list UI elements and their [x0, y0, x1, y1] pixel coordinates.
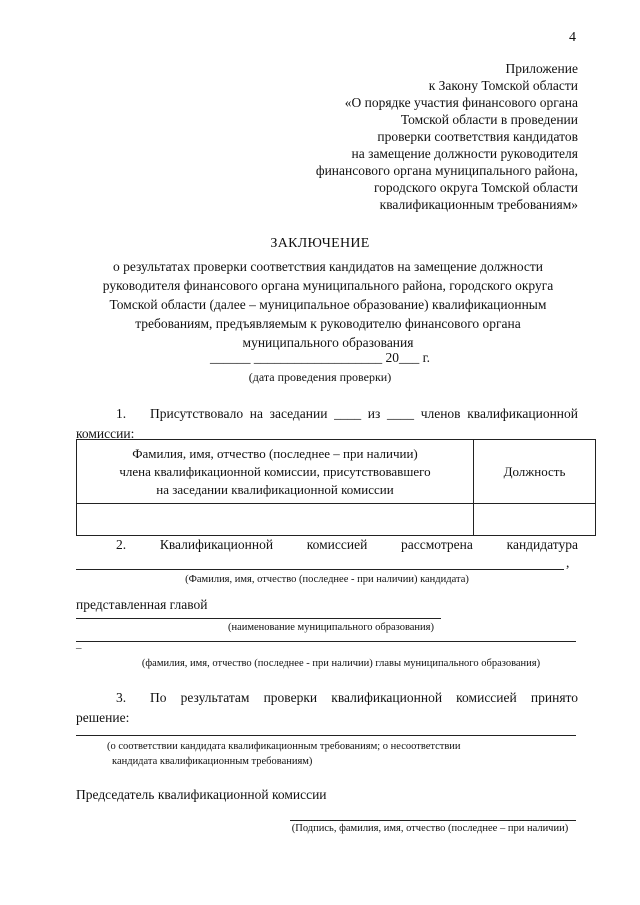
section-3-number: 3. — [116, 690, 127, 705]
municipality-caption: (наименование муниципального образования) — [227, 622, 435, 633]
comma: , — [566, 555, 570, 570]
presented-by-label: представленная главой — [76, 597, 208, 612]
table-header-position: Должность — [474, 440, 596, 504]
appendix-line: финансового органа муниципального района, — [315, 163, 578, 178]
signature-caption: (Подпись, фамилия, имя, отчество (последнее – при наличии) — [291, 823, 569, 834]
header-text: на заседании квалификационной комиссии — [156, 481, 394, 497]
section-1 — [76, 404, 578, 444]
candidate-name-field[interactable] — [76, 569, 564, 570]
municipality-field[interactable] — [76, 618, 441, 619]
subtitle-line: муниципального образования — [242, 335, 414, 350]
commission-members-table — [76, 439, 596, 536]
section-2-word: комиссией — [306, 537, 368, 552]
appendix-line: к Закону Томской области — [428, 78, 578, 93]
candidate-caption: (Фамилия, имя, отчество (последнее - при наличии) кандидата) — [185, 574, 469, 585]
section-2-line — [76, 537, 578, 553]
chairman-label: Председатель квалификационной комиссии — [76, 787, 327, 802]
appendix-line: квалификационным требованиям» — [379, 197, 578, 212]
page-number: 4 — [569, 30, 576, 45]
subtitle-line: о результатах проверки соответствия кандидатов на замещение должности — [112, 259, 544, 274]
table-row — [77, 504, 596, 536]
section-3-text-cont: решение: — [76, 710, 130, 725]
appendix-header — [316, 60, 578, 213]
table-header-fio — [77, 440, 474, 504]
table-cell-fio[interactable] — [77, 504, 474, 536]
head-caption: (фамилия, имя, отчество (последнее - при наличии) главы муниципального образования) — [141, 658, 541, 669]
section-2-word: Квалификационной — [159, 537, 274, 552]
decision-caption-2: кандидата квалификационным требованиям) — [112, 756, 313, 767]
section-2-word: кандидатура — [506, 537, 578, 552]
section-3-text: По результатам проверки квалификационной комиссией принято — [150, 690, 578, 705]
appendix-line: Приложение — [505, 61, 578, 76]
appendix-line: Томской области в проведении — [400, 112, 578, 127]
head-name-field[interactable] — [76, 641, 576, 642]
table-cell-position[interactable] — [474, 504, 596, 536]
date-field[interactable]: ______ ___________________ 20___ г. — [209, 350, 430, 365]
section-1-text-cont: комиссии: — [76, 426, 135, 441]
subtitle-line: Томской области (далее – муниципальное образование) квалификационным — [109, 297, 547, 312]
date-caption: (дата проведения проверки) — [248, 370, 392, 384]
header-text: Фамилия, имя, отчество (последнее – при наличии) — [132, 445, 418, 461]
appendix-line: на замещение должности руководителя — [351, 146, 578, 161]
document-title: ЗАКЛЮЧЕНИЕ — [270, 236, 370, 251]
appendix-line: городского округа Томской области — [373, 180, 578, 195]
dash: – — [76, 642, 82, 654]
section-1-text: Присутствовало на заседании ____ из ____ членов квалификационной — [150, 406, 578, 421]
subtitle-line: требованиям, предъявляемым к руководителю финансового органа — [135, 316, 521, 331]
section-1-number: 1. — [116, 406, 127, 421]
section-2-word: рассмотрена — [401, 537, 473, 552]
subtitle-line: руководителя финансового органа муниципального района, городского округа — [102, 278, 554, 293]
decision-field[interactable] — [76, 735, 576, 736]
appendix-line: «О порядке участия финансового органа — [344, 95, 578, 110]
section-2-number: 2. — [116, 537, 127, 552]
decision-caption-1: (о соответствии кандидата квалификационным требованиям; о несоответствии — [107, 741, 461, 752]
table-header-row — [77, 440, 596, 504]
header-text: члена квалификационной комиссии, присутствовавшего — [119, 463, 431, 479]
document-subtitle — [70, 257, 586, 352]
appendix-line: проверки соответствия кандидатов — [377, 129, 578, 144]
signature-field[interactable] — [290, 820, 576, 821]
section-3 — [76, 688, 578, 728]
